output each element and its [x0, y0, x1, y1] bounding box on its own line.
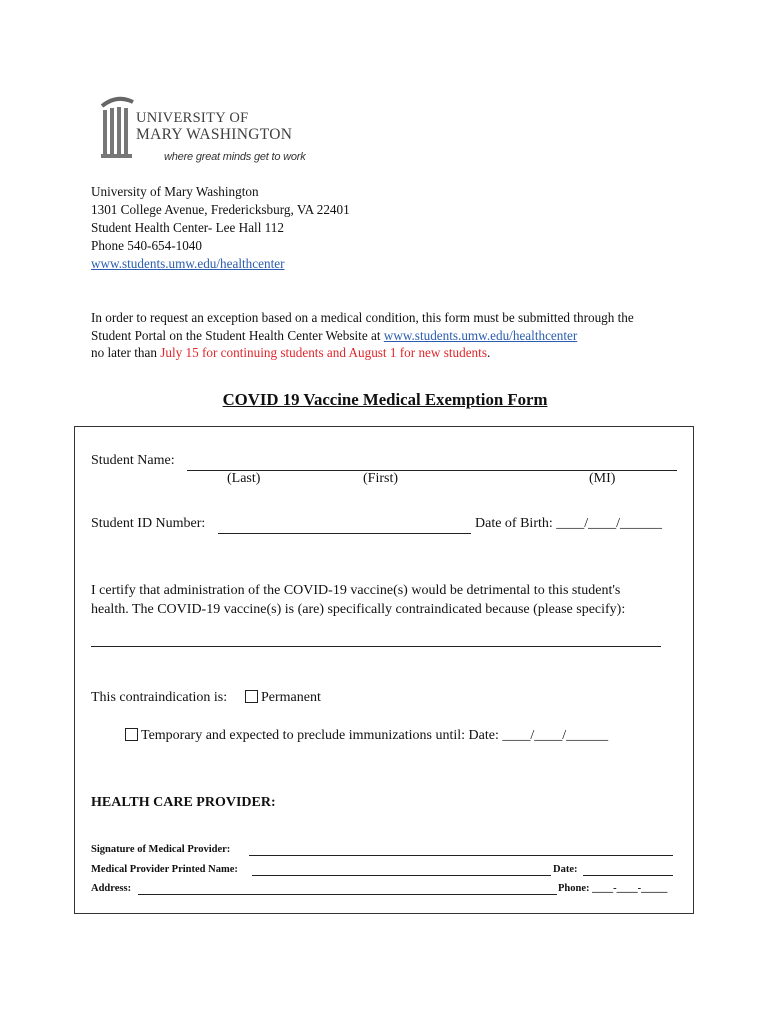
logo-tagline: where great minds get to work [164, 151, 306, 163]
student-name-label: Student Name: [91, 453, 175, 468]
permanent-checkbox[interactable] [245, 690, 258, 703]
temporary-option[interactable] [125, 728, 608, 744]
intro-line-2 [91, 327, 634, 345]
reason-field[interactable] [91, 646, 661, 647]
intro-line-3-suffix: . [486, 345, 491, 360]
address-phone: Phone 540-654-1040 [91, 238, 202, 253]
deadline-text: July 15 for continuing students and August 1 for new students [160, 345, 487, 360]
university-logo [100, 96, 320, 170]
form-title: COVID 19 Vaccine Medical Exemption Form [222, 390, 548, 409]
address-center: Student Health Center- Lee Hall 112 [91, 220, 284, 235]
permanent-option[interactable] [245, 690, 321, 706]
temporary-label: Temporary and expected to preclude immunizations until: Date: ____/____/______ [141, 728, 609, 743]
student-id-field[interactable] [218, 533, 471, 534]
dob-field[interactable]: Date of Birth: ____/____/______ [475, 516, 663, 531]
logo-university-of: UNIVERSITY OF [136, 110, 249, 126]
certify-line-2: health. The COVID-19 vaccine(s) is (are) specifically contraindicated because (please specify): [91, 602, 626, 617]
provider-date-field[interactable] [583, 875, 673, 876]
name-first-caption: (First) [363, 471, 398, 486]
printed-name-field[interactable] [252, 875, 551, 876]
provider-phone-field[interactable]: Phone: ____-____-_____ [558, 883, 668, 894]
name-last-caption: (Last) [227, 471, 261, 486]
name-mi-caption: (MI) [589, 471, 616, 486]
provider-address-label: Address: [91, 883, 132, 894]
printed-name-label: Medical Provider Printed Name: [91, 864, 238, 875]
certify-line-1: I certify that administration of the COVID-19 vaccine(s) would be detrimental to this student's [91, 583, 621, 598]
provider-heading: HEALTH CARE PROVIDER: [91, 795, 276, 810]
address-name: University of Mary Washington [91, 184, 259, 199]
temporary-checkbox[interactable] [125, 728, 138, 741]
intro-line-1: In order to request an exception based on a medical condition, this form must be submitted through the [91, 310, 634, 325]
logo-mary-washington: MARY WASHINGTON [136, 126, 293, 143]
signature-label: Signature of Medical Provider: [91, 844, 231, 855]
intro-line-3 [91, 344, 634, 362]
columns-icon [100, 96, 134, 160]
student-id-label: Student ID Number: [91, 516, 206, 531]
permanent-label: Permanent [261, 690, 321, 705]
address-block [91, 183, 350, 273]
provider-address-field[interactable] [138, 894, 557, 895]
provider-date-label: Date: [553, 864, 578, 875]
intro-line-3-prefix: no later than [91, 345, 161, 360]
signature-field[interactable] [249, 855, 673, 856]
portal-link[interactable]: www.students.umw.edu/healthcenter [383, 327, 578, 343]
contraindication-label: This contraindication is: [91, 690, 228, 705]
form-box [74, 426, 694, 914]
intro-paragraph [91, 309, 634, 362]
address-street: 1301 College Avenue, Fredericksburg, VA 22401 [91, 202, 350, 217]
website-link[interactable]: www.students.umw.edu/healthcenter [91, 256, 285, 271]
intro-line-2-text: Student Portal on the Student Health Center Website at [91, 327, 384, 343]
